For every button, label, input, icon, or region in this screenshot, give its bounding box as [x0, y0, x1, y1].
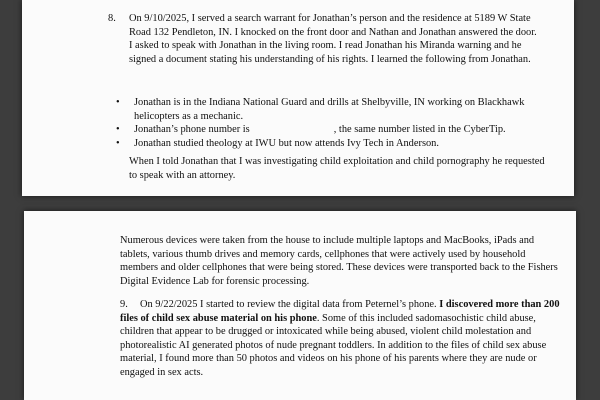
bullet-icon: •	[116, 137, 120, 149]
document-page-bottom	[24, 211, 576, 400]
closing-paragraph: When I told Jonathan that I was investigating child exploitation and child pornography he requested to speak with an attorney.	[129, 156, 545, 181]
bullet-text: Jonathan is in the Indiana National Guard and drills at Shelbyville, IN working on Blackhawk helicopters as a mechanic.	[134, 97, 525, 122]
list-item	[116, 123, 556, 137]
continued-paragraph: Numerous devices were taken from the house to include multiple laptops and MacBooks, iPads and tablets, various thumb drives and memory cards, cellphones that were actively used by household members and older cellphones that were being stored. These devices were transported back to the Fishers Digital Evidence Lab for forensic processing.	[120, 235, 558, 287]
bullet-text: Jonathan’s phone number is	[134, 124, 250, 136]
bullet-list	[116, 96, 556, 150]
paragraph-9-text-a: On 9/22/2025 I started to review the digital data from Peternel’s phone.	[140, 299, 437, 310]
paragraph-9-number: 9.	[120, 299, 128, 310]
document-page-top	[22, 0, 574, 196]
paragraph-9-bold-text: I discovered more than 200 files of child sex abuse material on his phone	[120, 299, 560, 324]
bullet-icon: •	[116, 124, 120, 136]
bullet-text-continued: , the same number listed in the CyberTip.	[333, 124, 506, 136]
bullet-text: Jonathan studied theology at IWU but now attends Ivy Tech in Anderson.	[134, 137, 439, 149]
paragraph-9-text	[120, 298, 566, 380]
paragraph-8-number: 8.	[108, 13, 116, 24]
list-item	[116, 96, 556, 123]
list-item	[116, 137, 556, 151]
paragraph-9-text-b: . Some of this included sadomasochistic child abuse, children that appear to be drugged or intoxicated while being abused, violent child molestation and photorealistic AI generated photos of nude pregnant toddlers. In addition to the files of child sex abuse material, I found more than 50 photos and videos on his phone of his parents where they are nude or engaged in sex acts.	[120, 312, 547, 378]
paragraph-8-text: On 9/10/2025, I served a search warrant for Jonathan’s person and the residence at 5189 W State Road 132 Pendleton, IN. I knocked on the front door and Nathan and Jonathan answered the door. I asked to speak with Jonathan in the living room. I read Jonathan his Miranda warning and he signed a document stating his understanding of his rights. I learned the following from Jonathan.	[129, 13, 537, 65]
bullet-icon: •	[116, 97, 120, 108]
